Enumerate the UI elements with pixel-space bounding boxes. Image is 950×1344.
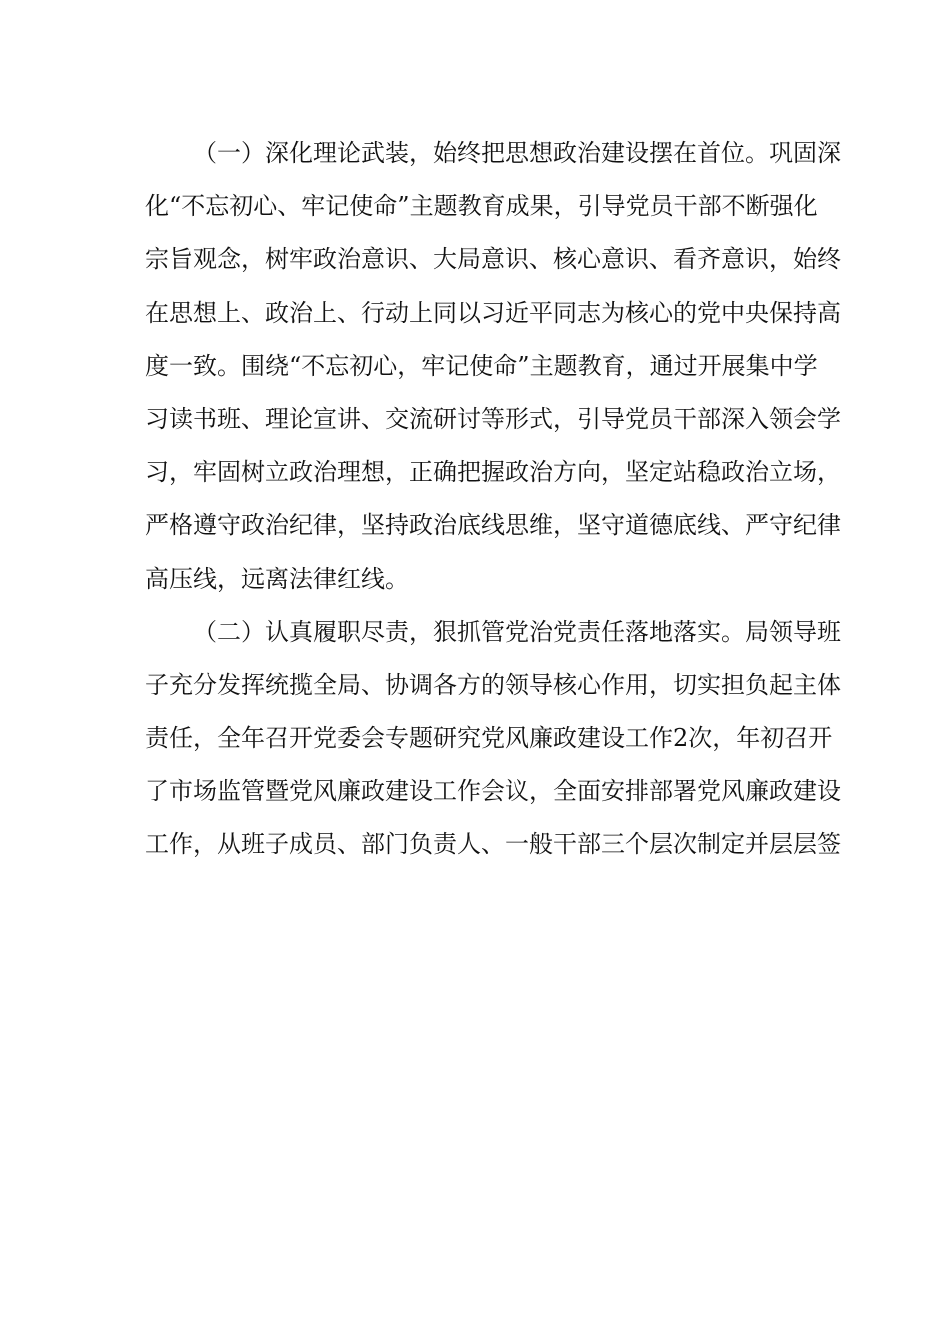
text-line: 习 ， 牢 固 树 立 政 治 理 想 ， 正 确 把 握 政 治 方 向 ， 坚 定 站 稳 政 治 立 场 ，	[145, 458, 841, 487]
text-line: 宗 旨 观 念 ， 树 牢 政 治 意 识 、 大 局 意 识 、 核 心 意 识 、 看 齐 意 识 ， 始 终	[145, 245, 841, 274]
text-line: 习 读 书 班 、 理 论 宣 讲 、 交 流 研 讨 等 形 式 ， 引 导 党 员 干 部 深 入 领 会 学	[145, 404, 841, 433]
text-line: （ 一 ） 深 化 理 论 武 装 ， 始 终 把 思 想 政 治 建 设 摆 在 首 位 。 巩 固 深	[193, 139, 841, 167]
text-line: 高压线，远离法律红线。	[145, 564, 409, 593]
document-body	[145, 127, 841, 872]
text-line: 了 市 场 监 管 暨 党 风 廉 政 建 设 工 作 会 议 ， 全 面 安 排 部 署 党 风 廉 政 建 设	[145, 777, 841, 806]
text-line: 子 充 分 发 挥 统 揽 全 局 、 协 调 各 方 的 领 导 核 心 作 用 ， 切 实 担 负 起 主 体	[145, 670, 841, 699]
text-line: 度 一 致 。 围 绕 “ 不 忘 初 心 ， 牢 记 使 命 ” 主 题 教 育 ， 通 过 开 展 集 中 学	[145, 351, 818, 380]
text-line: 责 任 ， 全 年 召 开 党 委 会 专 题 研 究 党 风 廉 政 建 设 工 作 2 次 ， 年 初 召 开	[145, 724, 833, 753]
text-line: （ 二 ） 认 真 履 职 尽 责 ， 狠 抓 管 党 治 党 责 任 落 地 落 实 。 局 领 导 班	[193, 617, 841, 646]
text-line: 工 作 ， 从 班 子 成 员 、 部 门 负 责 人 、 一 般 干 部 三 个 层 次 制 定 并 层 层 签	[145, 830, 841, 859]
text-line: 在 思 想 上 、 政 治 上 、 行 动 上 同 以 习 近 平 同 志 为 核 心 的 党 中 央 保 持 高	[145, 298, 841, 327]
text-line: 严 格 遵 守 政 治 纪 律 ， 坚 持 政 治 底 线 思 维 ， 坚 守 道 德 底 线 、 严 守 纪 律	[145, 511, 841, 540]
text-line: 化 “ 不 忘 初 心 、 牢 记 使 命 ” 主 题 教 育 成 果 ， 引 导 党 员 干 部 不 断 强 化	[145, 192, 818, 221]
